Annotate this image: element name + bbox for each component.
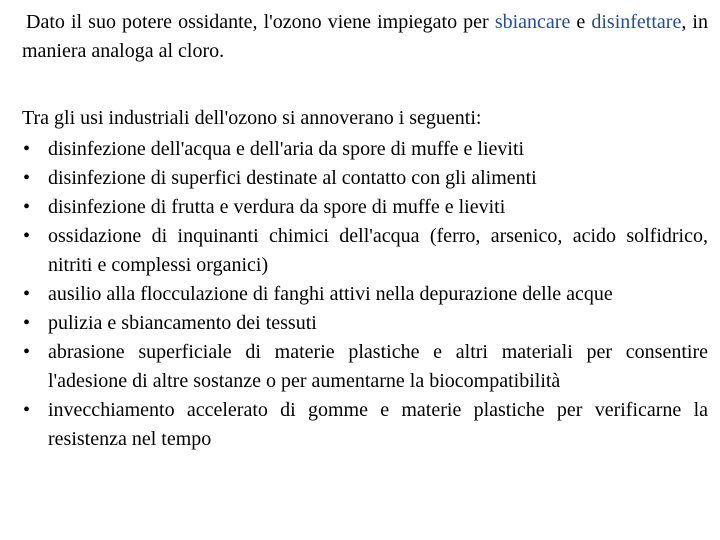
list-item-text: ausilio alla flocculazione di fanghi attivi nella depurazione delle acque bbox=[48, 283, 613, 305]
list-item bbox=[22, 135, 708, 164]
list-item bbox=[22, 280, 708, 309]
list-item-text: disinfezione di frutta e verdura da spore di muffe e lieviti bbox=[48, 196, 506, 218]
bullet-icon: • bbox=[23, 341, 31, 363]
list-item-text: invecchiamento accelerato di gomme e materie plastiche per verificarne la resistenza nel tempo bbox=[48, 399, 708, 450]
intro-text-3: , in maniera analoga al cloro. bbox=[22, 11, 708, 62]
bullet-icon: • bbox=[23, 312, 31, 334]
list-item bbox=[22, 338, 708, 396]
bullet-icon: • bbox=[23, 225, 31, 247]
sbiancare-link[interactable]: sbiancare bbox=[494, 11, 571, 33]
list-item bbox=[22, 193, 708, 222]
intro-text-1: Dato il suo potere ossidante, l'ozono viene impiegato per bbox=[26, 11, 495, 33]
intro-text-2: e bbox=[570, 11, 592, 33]
list-item-text: abrasione superficiale di materie plastiche e altri materiali per consentire l'adesione di altre sostanze o per aumentarne la biocompatibilità bbox=[48, 341, 708, 392]
bullet-icon: • bbox=[23, 196, 31, 218]
list-item bbox=[22, 396, 708, 454]
bullet-icon: • bbox=[23, 167, 31, 189]
bullet-icon: • bbox=[23, 399, 31, 421]
bullet-icon: • bbox=[23, 283, 31, 305]
disinfettare-link[interactable]: disinfettare bbox=[591, 11, 682, 33]
bullet-icon: • bbox=[23, 138, 31, 160]
list-item-text: pulizia e sbiancamento dei tessuti bbox=[48, 312, 317, 334]
list-item bbox=[22, 222, 708, 280]
list-item-text: disinfezione di superfici destinate al contatto con gli alimenti bbox=[48, 167, 537, 189]
uses-lead-text: Tra gli usi industriali dell'ozono si annoverano i seguenti: bbox=[22, 107, 482, 129]
industrial-uses-list bbox=[22, 135, 708, 454]
list-item-text: disinfezione dell'acqua e dell'aria da spore di muffe e lieviti bbox=[48, 138, 525, 160]
list-item-text: ossidazione di inquinanti chimici dell'acqua (ferro, arsenico, acido solfidrico, nitriti e complessi organici) bbox=[48, 225, 708, 276]
list-item bbox=[22, 164, 708, 193]
list-item bbox=[22, 309, 708, 338]
intro-paragraph bbox=[22, 8, 708, 66]
document-page bbox=[22, 8, 708, 454]
